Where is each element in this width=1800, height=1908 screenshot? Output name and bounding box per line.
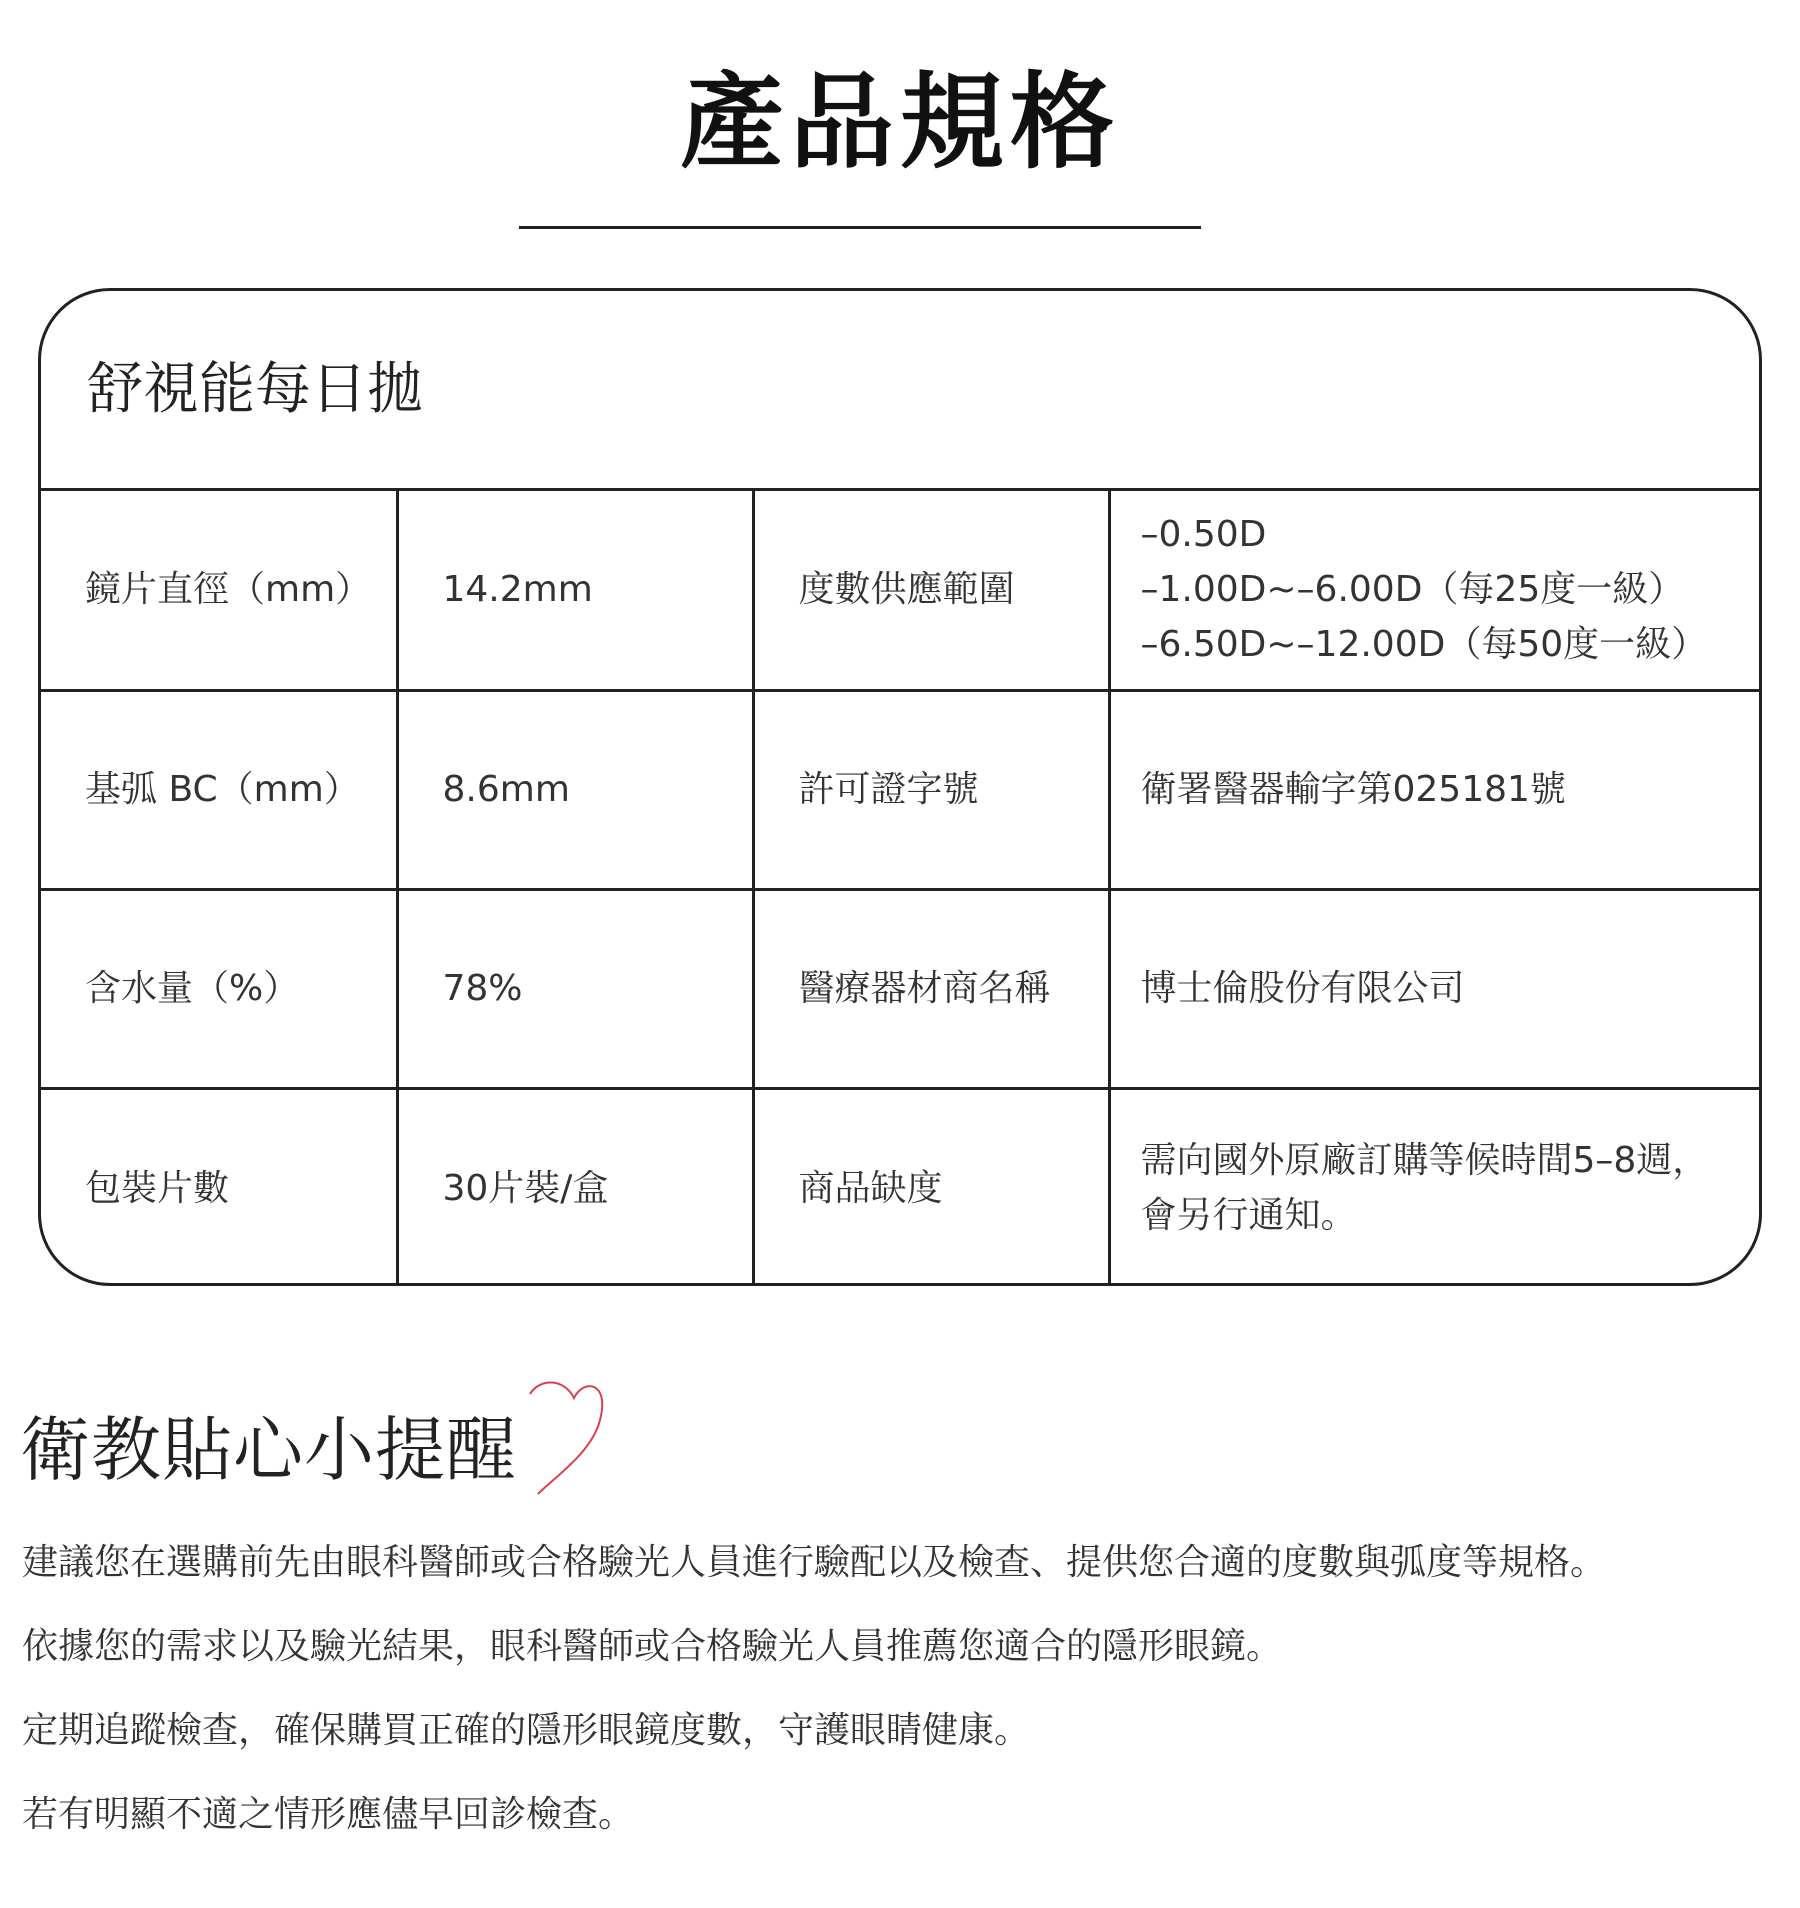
- table-row: [41, 690, 1759, 889]
- spec-value-line: –0.50D: [1140, 514, 1267, 556]
- spec-value-multiline: [1109, 690, 1759, 889]
- spec-value-line: 衛署醫器輸字第025181號: [1140, 769, 1566, 810]
- spec-value-multiline: [1109, 889, 1759, 1088]
- spec-value-multiline: [1109, 491, 1759, 690]
- table-row: [41, 491, 1759, 690]
- spec-label: 度數供應範圍: [753, 491, 1109, 690]
- spec-label: 含水量（%）: [41, 889, 397, 1088]
- spec-card-header: [41, 291, 1759, 491]
- health-tips-list: [22, 1536, 1606, 1872]
- table-row: [41, 889, 1759, 1088]
- title-divider: [519, 226, 1201, 229]
- spec-label: 許可證字號: [753, 690, 1109, 889]
- tip-item: 若有明顯不適之情形應儘早回診檢查。: [22, 1794, 635, 1835]
- spec-table: [41, 491, 1759, 1286]
- product-name: 舒視能每日拋: [87, 356, 423, 422]
- tip-item: 定期追蹤檢查，確保購買正確的隱形眼鏡度數，守護眼睛健康。: [22, 1710, 1031, 1751]
- tip-item: 依據您的需求以及驗光結果，眼科醫師或合格驗光人員推薦您適合的隱形眼鏡。: [22, 1626, 1283, 1667]
- spec-label: 包裝片數: [41, 1088, 397, 1286]
- table-row: [41, 1088, 1759, 1286]
- spec-value-line: 博士倫股份有限公司: [1140, 968, 1465, 1009]
- spec-label: 鏡片直徑（mm）: [41, 491, 397, 690]
- stock-status-note: [1109, 1088, 1759, 1286]
- spec-label: 醫療器材商名稱: [753, 889, 1109, 1088]
- stock-note-line: 需向國外原廠訂購等候時間5–8週，: [1140, 1140, 1709, 1182]
- spec-value: 78%: [397, 889, 753, 1088]
- tip-item: 建議您在選購前先由眼科醫師或合格驗光人員進行驗配以及檢查、提供您合適的度數與弧度等規格。: [22, 1542, 1607, 1583]
- spec-value-line: –1.00D~–6.00D（每25度一級）: [1140, 569, 1685, 611]
- heart-outline-icon: [526, 1380, 606, 1510]
- health-tips-title: 衛教貼心小提醒: [20, 1409, 517, 1491]
- spec-value: 14.2mm: [397, 491, 753, 690]
- page-title: 產品規格: [679, 61, 1120, 183]
- spec-value-line: –6.50D~–12.00D（每50度一級）: [1140, 624, 1708, 666]
- spec-value: 30片裝/盒: [397, 1088, 753, 1286]
- spec-card: [38, 288, 1762, 1286]
- stock-status-label: 商品缺度: [753, 1088, 1109, 1286]
- stock-note-line: 會另行通知。: [1140, 1195, 1357, 1237]
- spec-value: 8.6mm: [397, 690, 753, 889]
- spec-label: 基弧 BC（mm）: [41, 690, 397, 889]
